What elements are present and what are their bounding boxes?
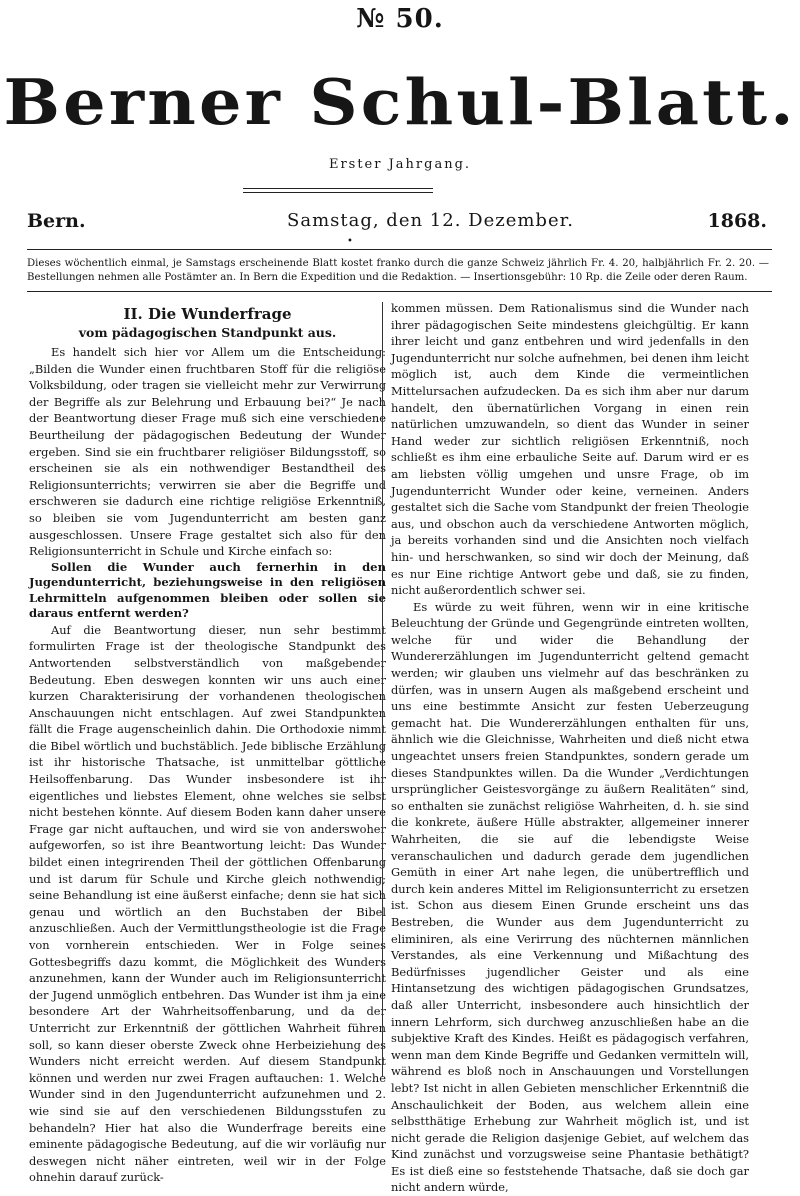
paragraph-left-body: Auf die Beantwortung dieser, nun sehr bestimmt formulirten Frage ist der theologische Standpunkt des Antwortenden selbstverständlich von maßgebender Bedeutung. Eben deswegen konnten wir uns auch einer kurzen Charakterisirung der vorhandenen theologischen Anschauungen nicht entschlagen. Auf zwei Standpunkten fällt die Frage augenscheinlich dahin. Die Orthodoxie nimmt die Bibel wörtlich und buchstäblich. Jede biblische Erzählung ist ihr historische Thatsache, ist unmittelbar göttliche Heilsoffenbarung. Das Wunder insbesondere ist ihr eigentliches und liebstes Element, ohne welches sie selbst nicht bestehen könnte. Auf diesem Boden kann daher unsere Frage gar nicht auftauchen, und wird sie von anderswoher aufgeworfen, so ist ihre Beantwortung leicht: Das Wunder bildet einen integrirenden Theil der göttlichen Offenbarung und ist darum für Schule und Kirche gleich nothwendig; seine Behandlung ist eine äußerst einfache; denn sie hat sich genau und wörtlich an den Buchstaben der Bibel anzuschließen. Auch der Vermittlungstheologie ist die Frage von vornherein entschieden. Wer in Folge seines Gottesbegriffs dazu kommt, die Möglichkeit des Wunders anzunehmen, kann der Wunder auch im Religionsunterricht der Jugend unmöglich entbehren. Das Wunder ist ihm ja eine besondere Art der Wahrheitsoffenbarung, und da der Unterricht zur Erkenntniß der göttlichen Wahrheit führen soll, so kann dieser oberste Zweck ohne Herbeiziehung des Wunders nicht erreicht werden. Auf diesem Standpunkt können und werden nur zwei Fragen auftauchen: 1. Welche Wunder sind in den Jugendunterricht aufzunehmen und 2. wie sind sie auf den verschiedenen Bildungsstufen zu behandeln? Hier hat also die Wunderfrage bereits eine eminente pädagogische Bedeutung, auf die wir vorläufig nur deswegen nicht näher eintreten, weil wir in der Folge ohnehin darauf zurück-	[29, 622, 386, 1185]
paragraph-intro: Es handelt sich hier vor Allem um die Entscheidung: „Bilden die Wunder einen fruchtbaren Stoff für die religiöse Volksbildung, oder tragen sie vielleicht mehr zur Verwirrung der Begriffe als zur Belehrung und Erbauung bei?“ Je nach der Beantwortung dieser Frage muß sich eine verschiedene Beurtheilung der pädagogischen Bedeutung der Wunder ergeben. Sind sie ein fruchtbarer religiöser Bildungsstoff, so erscheinen sie als ein nothwendiger Bestandtheil des Religionsunterrichts; verwirren sie aber die Begriffe und erschweren sie dadurch eine richtige religiöse Erkenntniß, so bleiben sie vom Jugendunterricht am besten ganz ausgeschlossen. Unsere Frage gestaltet sich also für den Religionsunterricht in Schule und Kirche einfach so:	[29, 345, 386, 559]
central-question: Sollen die Wunder auch fernerhin in den Jugendunterricht, beziehungsweise in den religiösen Lehrmitteln aufgenommen bleiben oder sollen sie daraus entfernt werden?	[29, 559, 386, 621]
dateline	[27, 210, 767, 234]
article-title: II. Die Wunderfrage	[123, 305, 292, 323]
dateline-place: Bern.	[27, 210, 86, 232]
ornamental-divider	[243, 188, 433, 193]
masthead-title	[0, 62, 800, 142]
notice-bottom-rule	[27, 291, 772, 292]
dateline-year: 1868.	[707, 210, 767, 232]
right-column	[391, 300, 749, 1196]
paragraph-right-continued: kommen müssen. Dem Rationalismus sind die Wunder nach ihrer pädagogischen Seite mindestens gleichgültig. Er kann ihrer leicht und ganz entbehren und wird jedenfalls in den Jugendunterricht nur solche aufnehmen, bei denen ihm leicht möglich ist, auch dem Kinde die vermeintlichen Mittelursachen aufzudecken. Da es sich ihm aber nur darum handelt, den übernatürlichen Vorgang in einen rein natürlichen umzuwandeln, so dient das Wunder in seiner Hand weder zur sichtlich religiösen Erkenntniß, noch schließt es ihm eine erbauliche Seite auf. Darum wird er es am liebsten völlig umgehen und unsre Frage, ob im Jugendunterricht Wunder oder keine, verneinen. Anders gestaltet sich die Sache vom Standpunkt der freien Theologie aus, und obschon auch da verschiedene Antworten möglich, ja bereits vorhanden sind und die Ansichten noch vielfach hin- und herschwanken, so sind wir doch der Meinung, daß es nur Eine richtige Antwort gebe und daß, sie zu finden, nicht außerordentlich schwer sei.	[391, 301, 749, 598]
paragraph-right-second: Es würde zu weit führen, wenn wir in eine kritische Beleuchtung der Gründe und Gegengründe eintreten wollten, welche für und wider die Behandlung der Wundererzählungen im Jugendunterricht geltend gemacht werden; wir glauben uns vielmehr auf das beschränken zu dürfen, was in unsern Augen als maßgebend erscheint und uns eine bestimmte Ansicht zur festen Ueberzeugung gemacht hat. Die Wundererzählungen enthalten für uns, ähnlich wie die Gleichnisse, Wahrheiten und dieß nicht etwa ungeachtet unsers freien Standpunktes, sondern gerade um dieses Standpunktes willen. Da die Wunder „Verdichtungen ursprünglicher Geistesvorgänge zu äußern Realitäten“ sind, so enthalten sie zunächst religiöse Wahrheiten, d. h. sie sind die konkrete, äußere Hülle abstrakter, allgemeiner innerer Wahrheiten, die sie auf die lebendigste Weise veranschaulichen und dadurch gerade dem jugendlichen Gemüth in einer Art nahe legen, die unübertrefflich und durch kein anderes Mittel im Religionsunterricht zu ersetzen ist. Schon aus diesem Einen Grunde erscheint uns das Bestreben, die Wunder aus dem Jugendunterricht zu eliminiren, als eine Verirrung des nüchternen männlichen Verstandes, als eine Verkennung und Mißachtung des Bedürfnisses jugendlicher Geister und als eine Hintansetzung des wichtigen pädagogischen Grundsatzes, daß aller Unterricht, insbesondere auch hinsichtlich der innern Lehrform, sich durchweg anzuschließen habe an die subjektive Kraft des Kindes. Heißt es pädagogisch verfahren, wenn man dem Kinde Begriffe und Gedanken vermitteln will, während es bloß noch in Anschauungen und Vorstellungen lebt? Ist nicht in allen Gebieten menschlicher Erkenntniß die Anschaulichkeit der Boden, aus welchem allein eine selbstthätige Erhebung zur Wahrheit möglich ist, und ist nicht gerade die Religion dasjenige Gebiet, auf welchem das Kind zunächst und vorzugsweise seine Phantasie bethätigt? Es ist dieß eine so feststehende Thatsache, daß sie doch gar nicht andern würde,	[391, 599, 749, 1195]
issue-number: № 50.	[356, 4, 444, 34]
masthead-title-text: Berner Schul-Blatt.	[3, 65, 797, 139]
notice-top-rule	[27, 249, 772, 250]
ornament-dot: •	[347, 236, 353, 247]
left-column	[29, 300, 386, 1186]
column-divider	[382, 302, 383, 1077]
article-subtitle: vom pädagogischen Standpunkt aus.	[78, 325, 337, 340]
dateline-date: Samstag, den 12. Dezember.	[287, 210, 574, 231]
masthead-subtitle: Erster Jahrgang.	[328, 157, 472, 172]
subscription-notice: Dieses wöchentlich einmal, je Samstags erscheinende Blatt kostet franko durch die ganze Schweiz jährlich Fr. 4. 20, halbjährlich Fr. 2. 20. — Bestellungen nehmen alle Postämter an. In Bern die Expedition und die Redaktion. — Insertionsgebühr: 10 Rp. die Zeile oder deren Raum.	[27, 258, 769, 283]
